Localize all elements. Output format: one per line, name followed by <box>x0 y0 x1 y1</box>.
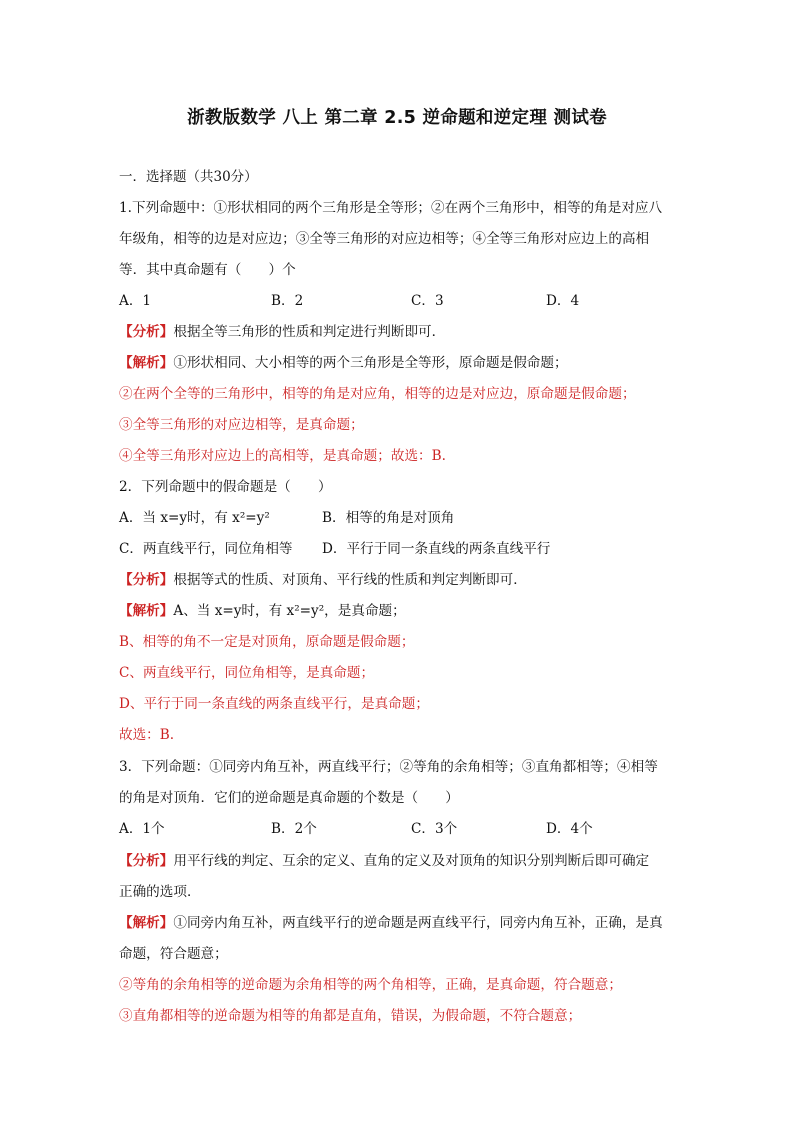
q3-solution-line-3: ②等角的余角相等的逆命题为余角相等的两个角相等，正确，是真命题，符合题意； <box>119 977 622 993</box>
solution-tag: 【解析】 <box>119 603 174 619</box>
analysis-tag: 【分析】 <box>119 853 174 869</box>
solution-tag: 【解析】 <box>119 355 174 371</box>
q1-stem-line-2: 年级角，相等的边是对应边；③全等三角形的对应边相等；④全等三角形对应边上的高相 <box>119 231 650 247</box>
analysis-text: 用平行线的判定、互余的定义、直角的定义及对顶角的知识分别判断后即可确定 <box>173 853 650 869</box>
analysis-text: 根据等式的性质、对顶角、平行线的性质和判定判断即可． <box>173 572 527 588</box>
section-heading: 一．选择题（共30分） <box>119 169 258 185</box>
q3-option-c: C．3个 <box>411 821 458 837</box>
analysis-text: 根据全等三角形的性质和判定进行判断即可． <box>173 324 446 340</box>
q1-option-a: A．1 <box>119 293 152 309</box>
q2-solution-line-3: C、两直线平行，同位角相等，是真命题； <box>119 665 375 681</box>
q3-option-a: A．1个 <box>119 821 165 837</box>
q1-option-d: D．4 <box>546 293 580 309</box>
analysis-tag: 【分析】 <box>119 324 174 340</box>
solution-tag: 【解析】 <box>119 915 174 931</box>
q2-option-d: D．平行于同一条直线的两条直线平行 <box>322 541 551 557</box>
q2-option-c: C．两直线平行，同位角相等 <box>119 541 293 557</box>
q3-solution-line-1 <box>119 913 679 933</box>
q2-solution-line-4: D、平行于同一条直线的两条直线平行，是真命题； <box>119 696 429 712</box>
solution-text: ①同旁内角互补，两直线平行的逆命题是两直线平行，同旁内角互补，正确，是真 <box>173 915 663 931</box>
q3-analysis-line-1 <box>119 851 679 871</box>
q1-option-c: C．3 <box>411 293 444 309</box>
q1-solution-line-1 <box>119 353 679 373</box>
q2-solution-line-1 <box>119 601 679 621</box>
q2-option-b: B．相等的角是对顶角 <box>322 510 455 526</box>
q1-stem-line-3: 等．其中真命题有（ ）个 <box>119 262 296 278</box>
q1-solution-line-4: ④全等三角形对应边上的高相等，是真命题；故选：B. <box>119 448 446 464</box>
q3-analysis-line-2: 正确的选项． <box>119 884 201 900</box>
q2-stem: 2．下列命题中的假命题是（ ） <box>119 479 332 495</box>
q3-option-b: B．2个 <box>271 821 317 837</box>
q2-answer: 故选：B. <box>119 727 175 743</box>
q1-solution-line-3: ③全等三角形的对应边相等，是真命题； <box>119 417 364 433</box>
q3-option-d: D．4个 <box>546 821 593 837</box>
q3-solution-line-4: ③直角都相等的逆命题为相等的角都是直角，错误，为假命题，不符合题意； <box>119 1008 582 1024</box>
q1-solution-line-2: ②在两个全等的三角形中，相等的角是对应角，相等的边是对应边，原命题是假命题； <box>119 386 636 402</box>
q3-solution-line-2: 命题，符合题意； <box>119 946 228 962</box>
solution-text: A、当 x=y时，有 x²=y²，是真命题； <box>173 603 406 619</box>
solution-text: ①形状相同、大小相等的两个三角形是全等形，原命题是假命题； <box>173 355 568 371</box>
q1-stem-line-1: 1.下列命题中：①形状相同的两个三角形是全等形；②在两个三角形中，相等的角是对应八 <box>119 200 663 216</box>
q3-stem-line-1: 3．下列命题：①同旁内角互补，两直线平行；②等角的余角相等；③直角都相等；④相等 <box>119 759 658 775</box>
q1-option-b: B．2 <box>271 293 304 309</box>
analysis-tag: 【分析】 <box>119 572 174 588</box>
q1-analysis <box>119 322 679 342</box>
q2-analysis <box>119 570 679 590</box>
q2-option-a: A．当 x=y时，有 x²=y² <box>119 510 270 526</box>
q2-solution-line-2: B、相等的角不一定是对顶角，原命题是假命题； <box>119 634 415 650</box>
page-title: 浙教版数学 八上 第二章 2.5 逆命题和逆定理 测试卷 <box>187 108 607 128</box>
q3-stem-line-2: 的角是对顶角．它们的逆命题是真命题的个数是（ ） <box>119 790 459 806</box>
